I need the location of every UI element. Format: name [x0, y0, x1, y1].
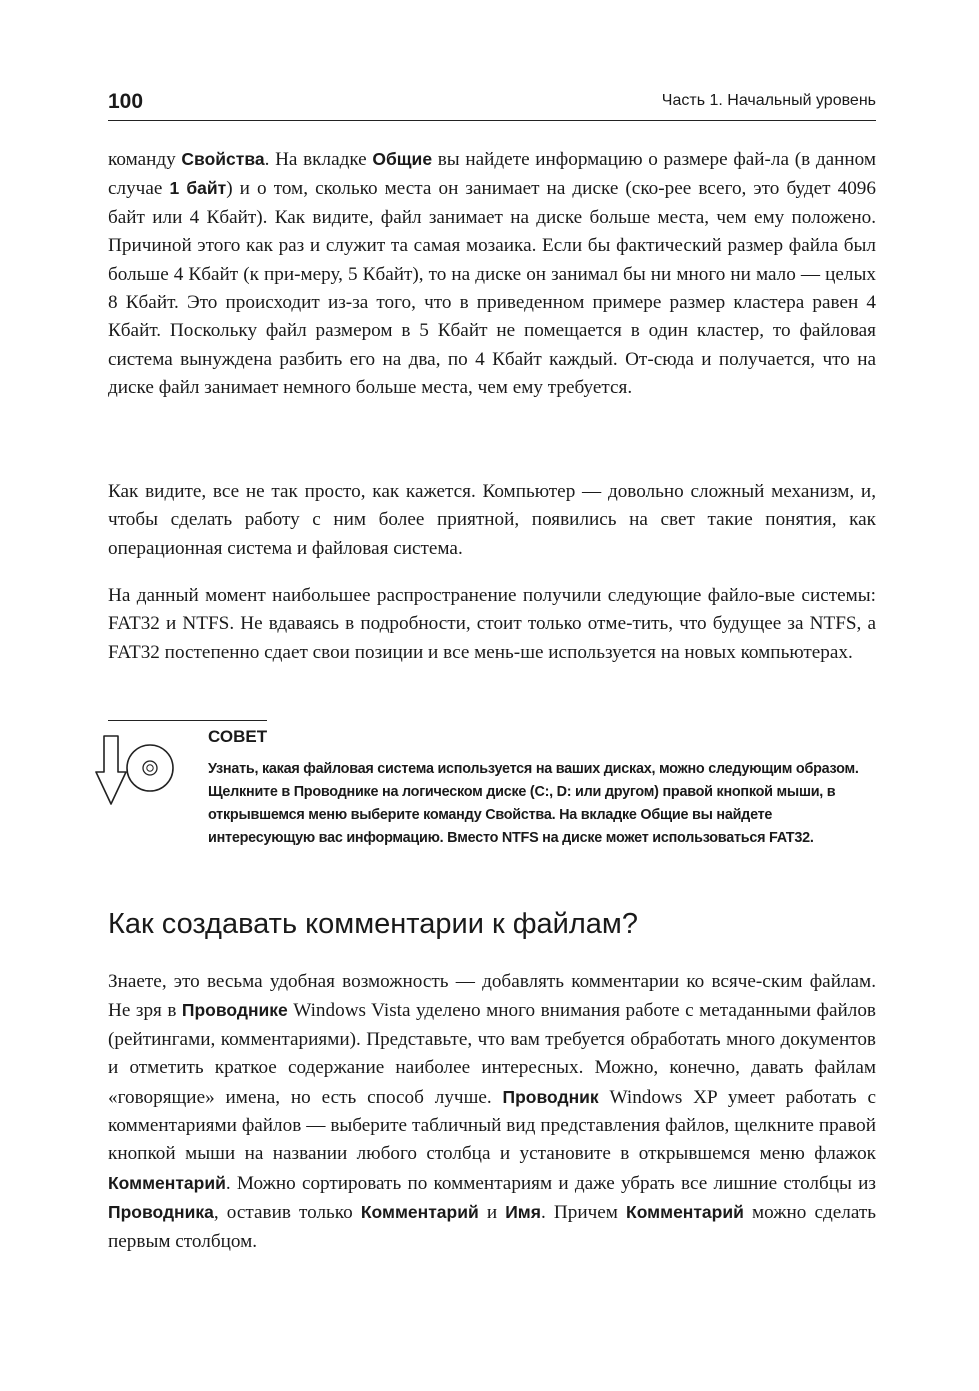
text-run: Windows XP умеет работать с комментариями файлов — выберите табличный вид представления файлов, щелкните правой кнопкой мыши на названии любого столбца и установите в открывшемся меню флажок	[108, 1086, 877, 1165]
text-run: ) и о том, сколько места он занимает на диске (ско-рее всего, это будет 4096 байт или 4 Кбайт). Как видите, файл занимает на диске больше места, чем ему положено. Причиной этого как раз и служит та самая мозаика. Если бы фактический размер файла был больше 4 Кбайт (к при-меру, 5 Кбайт), то на диске он занимал бы ни много ни мало — целых 8 Кбайт. Это происходит из-за того, что в приведенном примере размер кластера равен 4 Кбайт. Поскольку файл размером в 5 Кбайт не помещается в один кластер, то файловая система вынуждена разбить его на два, по 4 Кбайт каждый. От-сюда и получается, что на диске файл занимает немного больше места, чем ему требуется.	[108, 178, 876, 399]
page-header	[108, 90, 876, 121]
bold-term: Комментарий	[360, 1202, 479, 1223]
bold-term: Имя	[505, 1202, 541, 1223]
tip-label: СОВЕТ	[208, 727, 268, 746]
down-arrow-disc-icon	[94, 730, 174, 810]
paragraph-2: Как видите, все не так просто, как кажется. Компьютер — довольно сложный механизм, и, чтобы сделать работу с ним более приятной, появились на свет такие понятия, как операционная система и файловая система.	[108, 481, 876, 559]
bold-term: 1 байт	[169, 178, 227, 199]
text-run: вы найдете информацию о размере фай-ла (в данном случае	[108, 149, 876, 200]
bold-term: Свойства	[181, 149, 265, 169]
text-run: . Можно сортировать по комментариям и даже убрать все лишние столбцы из	[225, 1172, 876, 1194]
text-run: . Причем	[540, 1202, 627, 1224]
paragraph-3: На данный момент наибольшее распространение получили следующие файло-вые системы: FAT32 и NTFS. Не вдаваясь в подробности, стоит только отме-тить, что будущее за NTFS, а FAT32 постепенно сдает свои позиции и все мень-ше используется на новых компьютерах.	[108, 585, 876, 663]
section-title: Как создавать комментарии к файлам?	[108, 908, 639, 940]
text-run: команду	[108, 149, 182, 170]
paragraph-1	[108, 145, 876, 403]
bold-term: Проводник	[502, 1086, 599, 1107]
text-run: . На вкладке	[264, 149, 373, 170]
bold-term: Проводнике	[181, 1000, 288, 1021]
text-run: Знаете, это весьма удобная возможность — добавлять комментарии ко всяче-ским файлам. Не зря в	[108, 971, 876, 1022]
bold-term: Комментарий	[108, 1172, 226, 1193]
tip-rule	[108, 720, 267, 721]
text-run: , оставив только	[213, 1202, 361, 1224]
text-run: Windows Vista уделено много внимания работе с метаданными файлов (рейтингами, комментариями). Представьте, что вам требуется обработать много документов и отметить краткое содержание наиболее интересных. Можно, конечно, давать файлам «говорящие» имена, но есть способ лучше.	[108, 1000, 876, 1108]
text-run: и	[478, 1202, 506, 1224]
bold-term: Проводника	[108, 1202, 214, 1223]
page-number: 100	[108, 90, 144, 113]
bold-term: Комментарий	[626, 1202, 744, 1223]
text-run: можно сделать первым столбцом.	[108, 1202, 877, 1252]
running-head: Часть 1. Начальный уровень	[661, 92, 876, 109]
tip-text: Узнать, какая файловая система используется на ваших дисках, можно следующим образом. Щелкните в Проводнике на логическом диске (C:, D: или другом) правой кнопкой мыши, в открывшемся меню выберите команду Свойства. На вкладке Общие вы найдете интересующую вас информацию. Вместо NTFS на диске может использоваться FAT32.	[208, 761, 859, 846]
bold-term: Общие	[372, 149, 433, 169]
paragraph-4	[108, 968, 876, 1256]
